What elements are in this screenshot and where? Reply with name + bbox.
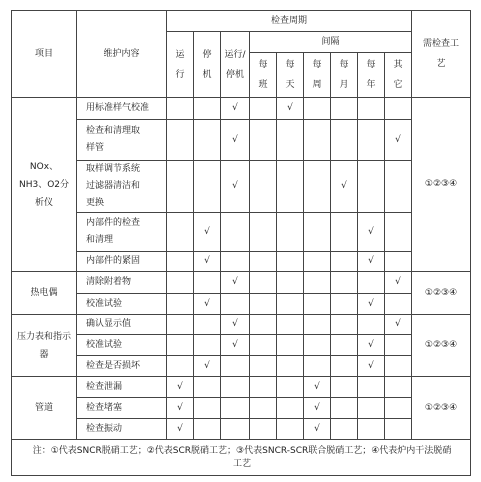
table-row bbox=[12, 356, 471, 377]
content-cell bbox=[77, 377, 167, 398]
check-cell-year bbox=[358, 335, 385, 356]
content-label: 校准试验 bbox=[86, 339, 123, 350]
check-mark: √ bbox=[232, 339, 238, 350]
check-cell-stopped bbox=[194, 398, 221, 419]
header-other bbox=[385, 53, 412, 98]
check-cell-week bbox=[304, 120, 331, 161]
check-cell-month bbox=[331, 161, 358, 213]
check-cell-stopped bbox=[194, 315, 221, 335]
check-cell-running bbox=[167, 419, 194, 440]
check-cell-shift bbox=[250, 356, 277, 377]
check-cell-month bbox=[331, 419, 358, 440]
check-mark: √ bbox=[395, 277, 401, 287]
item-cell bbox=[12, 98, 77, 272]
check-mark: √ bbox=[177, 381, 183, 392]
check-cell-shift bbox=[250, 161, 277, 213]
process-cell: ①②③④ bbox=[412, 272, 471, 315]
check-cell-stopped bbox=[194, 356, 221, 377]
header-year bbox=[358, 53, 385, 98]
check-cell-month bbox=[331, 252, 358, 272]
check-cell-month bbox=[331, 377, 358, 398]
check-cell-run-stop bbox=[221, 120, 250, 161]
check-cell-running bbox=[167, 213, 194, 252]
check-mark: √ bbox=[368, 226, 374, 237]
table-row bbox=[12, 213, 471, 252]
check-cell-week bbox=[304, 161, 331, 213]
check-cell-month bbox=[331, 272, 358, 294]
check-cell-week bbox=[304, 252, 331, 272]
maintenance-schedule-table bbox=[11, 10, 471, 476]
check-cell-running bbox=[167, 161, 194, 213]
header-content: 维护内容 bbox=[77, 11, 167, 98]
content-cell bbox=[77, 252, 167, 272]
content-label: 检查和清理取样管 bbox=[86, 126, 141, 153]
check-cell-run-stop bbox=[221, 315, 250, 335]
check-cell-year bbox=[358, 315, 385, 335]
check-cell-other bbox=[385, 419, 412, 440]
check-cell-year bbox=[358, 252, 385, 272]
check-cell-shift bbox=[250, 315, 277, 335]
check-cell-year bbox=[358, 398, 385, 419]
check-cell-other bbox=[385, 98, 412, 120]
header-row-1 bbox=[12, 11, 471, 32]
check-mark: √ bbox=[204, 256, 210, 266]
check-cell-week bbox=[304, 272, 331, 294]
content-label: 检查是否损坏 bbox=[86, 360, 141, 371]
content-cell bbox=[77, 120, 167, 161]
content-label: 检查泄漏 bbox=[86, 381, 123, 392]
check-cell-stopped bbox=[194, 252, 221, 272]
check-mark: √ bbox=[232, 277, 238, 287]
check-cell-day bbox=[277, 272, 304, 294]
check-cell-shift bbox=[250, 98, 277, 120]
check-cell-run-stop bbox=[221, 419, 250, 440]
process-cell: ①②③④ bbox=[412, 315, 471, 377]
table-row bbox=[12, 120, 471, 161]
check-cell-shift bbox=[250, 120, 277, 161]
header-process-label: 需检查工艺 bbox=[423, 39, 460, 69]
check-cell-other bbox=[385, 398, 412, 419]
item-label: 压力表和指示器 bbox=[16, 331, 71, 360]
check-cell-other bbox=[385, 356, 412, 377]
check-cell-other bbox=[385, 294, 412, 315]
check-cell-run-stop bbox=[221, 161, 250, 213]
maintenance-table-container bbox=[11, 10, 470, 476]
check-mark: √ bbox=[232, 319, 238, 329]
check-mark: √ bbox=[314, 381, 320, 392]
check-cell-running bbox=[167, 252, 194, 272]
check-cell-shift bbox=[250, 335, 277, 356]
check-mark: √ bbox=[341, 181, 347, 191]
check-cell-year bbox=[358, 161, 385, 213]
check-cell-day bbox=[277, 419, 304, 440]
table-row bbox=[12, 294, 471, 315]
check-mark: √ bbox=[368, 298, 374, 309]
check-cell-running bbox=[167, 98, 194, 120]
check-cell-week bbox=[304, 377, 331, 398]
header-month bbox=[331, 53, 358, 98]
check-cell-day bbox=[277, 377, 304, 398]
check-cell-run-stop bbox=[221, 356, 250, 377]
process-cell: ①②③④ bbox=[412, 98, 471, 272]
table-row bbox=[12, 161, 471, 213]
note-line-1: 注：①代表SNCR脱硝工艺；②代表SCR脱硝工艺；③代表SNCR-SCR联合脱硝工艺；④代表炉内干法脱硝 bbox=[32, 446, 452, 456]
header-year-label: 每年 bbox=[366, 60, 376, 90]
check-mark: √ bbox=[314, 423, 320, 434]
check-cell-week bbox=[304, 294, 331, 315]
table-row bbox=[12, 335, 471, 356]
content-label: 用标准样气校准 bbox=[86, 103, 150, 113]
check-cell-running bbox=[167, 377, 194, 398]
content-cell bbox=[77, 335, 167, 356]
check-cell-run-stop bbox=[221, 398, 250, 419]
check-cell-run-stop bbox=[221, 213, 250, 252]
content-cell bbox=[77, 356, 167, 377]
content-cell bbox=[77, 419, 167, 440]
check-cell-shift bbox=[250, 398, 277, 419]
content-cell bbox=[77, 294, 167, 315]
check-cell-shift bbox=[250, 213, 277, 252]
header-run-stop-label: 运行/停机 bbox=[224, 49, 246, 80]
check-cell-day bbox=[277, 98, 304, 120]
header-running bbox=[167, 32, 194, 98]
check-cell-day bbox=[277, 315, 304, 335]
check-mark: √ bbox=[368, 339, 374, 350]
header-shift-label: 每班 bbox=[258, 60, 268, 90]
check-cell-year bbox=[358, 120, 385, 161]
check-cell-stopped bbox=[194, 161, 221, 213]
check-cell-day bbox=[277, 213, 304, 252]
check-cell-shift bbox=[250, 294, 277, 315]
check-cell-running bbox=[167, 398, 194, 419]
content-cell bbox=[77, 213, 167, 252]
check-cell-week bbox=[304, 356, 331, 377]
check-cell-running bbox=[167, 335, 194, 356]
check-cell-day bbox=[277, 294, 304, 315]
check-mark: √ bbox=[204, 360, 210, 371]
content-label: 内部件的检查和清理 bbox=[86, 218, 141, 245]
check-cell-week bbox=[304, 419, 331, 440]
check-cell-day bbox=[277, 120, 304, 161]
check-cell-month bbox=[331, 213, 358, 252]
check-cell-other bbox=[385, 252, 412, 272]
check-cell-month bbox=[331, 335, 358, 356]
check-cell-week bbox=[304, 98, 331, 120]
check-mark: √ bbox=[395, 319, 401, 329]
check-cell-month bbox=[331, 356, 358, 377]
check-mark: √ bbox=[395, 134, 401, 145]
check-cell-week bbox=[304, 398, 331, 419]
check-cell-year bbox=[358, 98, 385, 120]
item-cell bbox=[12, 377, 77, 440]
check-mark: √ bbox=[177, 402, 183, 413]
content-label: 内部件的紧固 bbox=[86, 256, 141, 266]
check-cell-stopped bbox=[194, 120, 221, 161]
check-cell-run-stop bbox=[221, 98, 250, 120]
note-cell bbox=[12, 440, 471, 476]
check-cell-running bbox=[167, 356, 194, 377]
check-mark: √ bbox=[232, 134, 238, 145]
check-cell-running bbox=[167, 294, 194, 315]
check-cell-other bbox=[385, 315, 412, 335]
header-stopped-label: 停机 bbox=[202, 49, 212, 80]
header-run-stop bbox=[221, 32, 250, 98]
header-item: 项目 bbox=[12, 11, 77, 98]
table-row bbox=[12, 98, 471, 120]
check-cell-shift bbox=[250, 419, 277, 440]
header-process bbox=[412, 11, 471, 98]
content-cell bbox=[77, 315, 167, 335]
item-cell bbox=[12, 315, 77, 377]
check-cell-running bbox=[167, 120, 194, 161]
check-cell-month bbox=[331, 98, 358, 120]
check-cell-other bbox=[385, 120, 412, 161]
check-cell-run-stop bbox=[221, 377, 250, 398]
content-cell bbox=[77, 161, 167, 213]
header-week-label: 每周 bbox=[312, 60, 322, 90]
check-cell-other bbox=[385, 377, 412, 398]
check-mark: √ bbox=[204, 226, 210, 237]
check-cell-week bbox=[304, 335, 331, 356]
check-mark: √ bbox=[314, 402, 320, 413]
table-body bbox=[12, 11, 471, 476]
check-cell-other bbox=[385, 213, 412, 252]
check-cell-year bbox=[358, 377, 385, 398]
note-row bbox=[12, 440, 471, 476]
check-mark: √ bbox=[204, 298, 210, 309]
check-cell-running bbox=[167, 315, 194, 335]
content-label: 取样调节系统过滤器清洁和更换 bbox=[86, 164, 141, 208]
check-mark: √ bbox=[287, 103, 293, 113]
item-label: NOx、NH3、O2分析仪 bbox=[18, 161, 70, 208]
check-cell-run-stop bbox=[221, 294, 250, 315]
check-cell-month bbox=[331, 315, 358, 335]
check-cell-week bbox=[304, 315, 331, 335]
table-row bbox=[12, 419, 471, 440]
check-cell-shift bbox=[250, 252, 277, 272]
check-cell-other bbox=[385, 272, 412, 294]
item-label: 管道 bbox=[34, 403, 53, 413]
header-running-label: 运行 bbox=[175, 49, 185, 80]
table-row bbox=[12, 252, 471, 272]
table-row bbox=[12, 377, 471, 398]
check-cell-run-stop bbox=[221, 272, 250, 294]
check-cell-stopped bbox=[194, 294, 221, 315]
content-label: 确认显示值 bbox=[86, 319, 132, 329]
check-cell-stopped bbox=[194, 377, 221, 398]
header-day bbox=[277, 53, 304, 98]
check-cell-stopped bbox=[194, 213, 221, 252]
note-line-2: 工艺 bbox=[233, 459, 252, 469]
check-cell-stopped bbox=[194, 272, 221, 294]
header-month-label: 每月 bbox=[339, 60, 349, 90]
check-mark: √ bbox=[232, 103, 238, 113]
check-cell-year bbox=[358, 419, 385, 440]
check-mark: √ bbox=[368, 360, 374, 371]
check-cell-day bbox=[277, 398, 304, 419]
check-cell-stopped bbox=[194, 98, 221, 120]
check-mark: √ bbox=[177, 423, 183, 434]
check-cell-year bbox=[358, 294, 385, 315]
check-cell-month bbox=[331, 294, 358, 315]
check-mark: √ bbox=[232, 181, 238, 191]
check-cell-shift bbox=[250, 377, 277, 398]
header-cycle: 检查周期 bbox=[167, 11, 412, 32]
check-cell-stopped bbox=[194, 335, 221, 356]
check-cell-year bbox=[358, 356, 385, 377]
check-cell-run-stop bbox=[221, 252, 250, 272]
content-label: 清除附着物 bbox=[86, 277, 132, 287]
table-row bbox=[12, 398, 471, 419]
header-shift bbox=[250, 53, 277, 98]
check-cell-stopped bbox=[194, 419, 221, 440]
header-week bbox=[304, 53, 331, 98]
table-row bbox=[12, 315, 471, 335]
check-cell-day bbox=[277, 356, 304, 377]
content-label: 检查堵塞 bbox=[86, 402, 123, 413]
process-cell: ①②③④ bbox=[412, 377, 471, 440]
item-cell bbox=[12, 272, 77, 315]
header-other-label: 其它 bbox=[393, 60, 403, 90]
header-day-label: 每天 bbox=[285, 60, 295, 90]
content-cell bbox=[77, 398, 167, 419]
check-cell-month bbox=[331, 398, 358, 419]
check-cell-other bbox=[385, 161, 412, 213]
table-row bbox=[12, 272, 471, 294]
content-label: 校准试验 bbox=[86, 298, 123, 309]
item-label: 热电偶 bbox=[30, 288, 58, 298]
check-cell-day bbox=[277, 335, 304, 356]
check-cell-running bbox=[167, 272, 194, 294]
check-cell-day bbox=[277, 161, 304, 213]
check-cell-other bbox=[385, 335, 412, 356]
header-interval: 间隔 bbox=[250, 32, 412, 53]
check-cell-week bbox=[304, 213, 331, 252]
check-mark: √ bbox=[368, 256, 374, 266]
content-cell bbox=[77, 98, 167, 120]
check-cell-month bbox=[331, 120, 358, 161]
check-cell-run-stop bbox=[221, 335, 250, 356]
content-cell bbox=[77, 272, 167, 294]
check-cell-year bbox=[358, 213, 385, 252]
content-label: 检查振动 bbox=[86, 423, 123, 434]
check-cell-day bbox=[277, 252, 304, 272]
header-stopped bbox=[194, 32, 221, 98]
check-cell-year bbox=[358, 272, 385, 294]
check-cell-shift bbox=[250, 272, 277, 294]
